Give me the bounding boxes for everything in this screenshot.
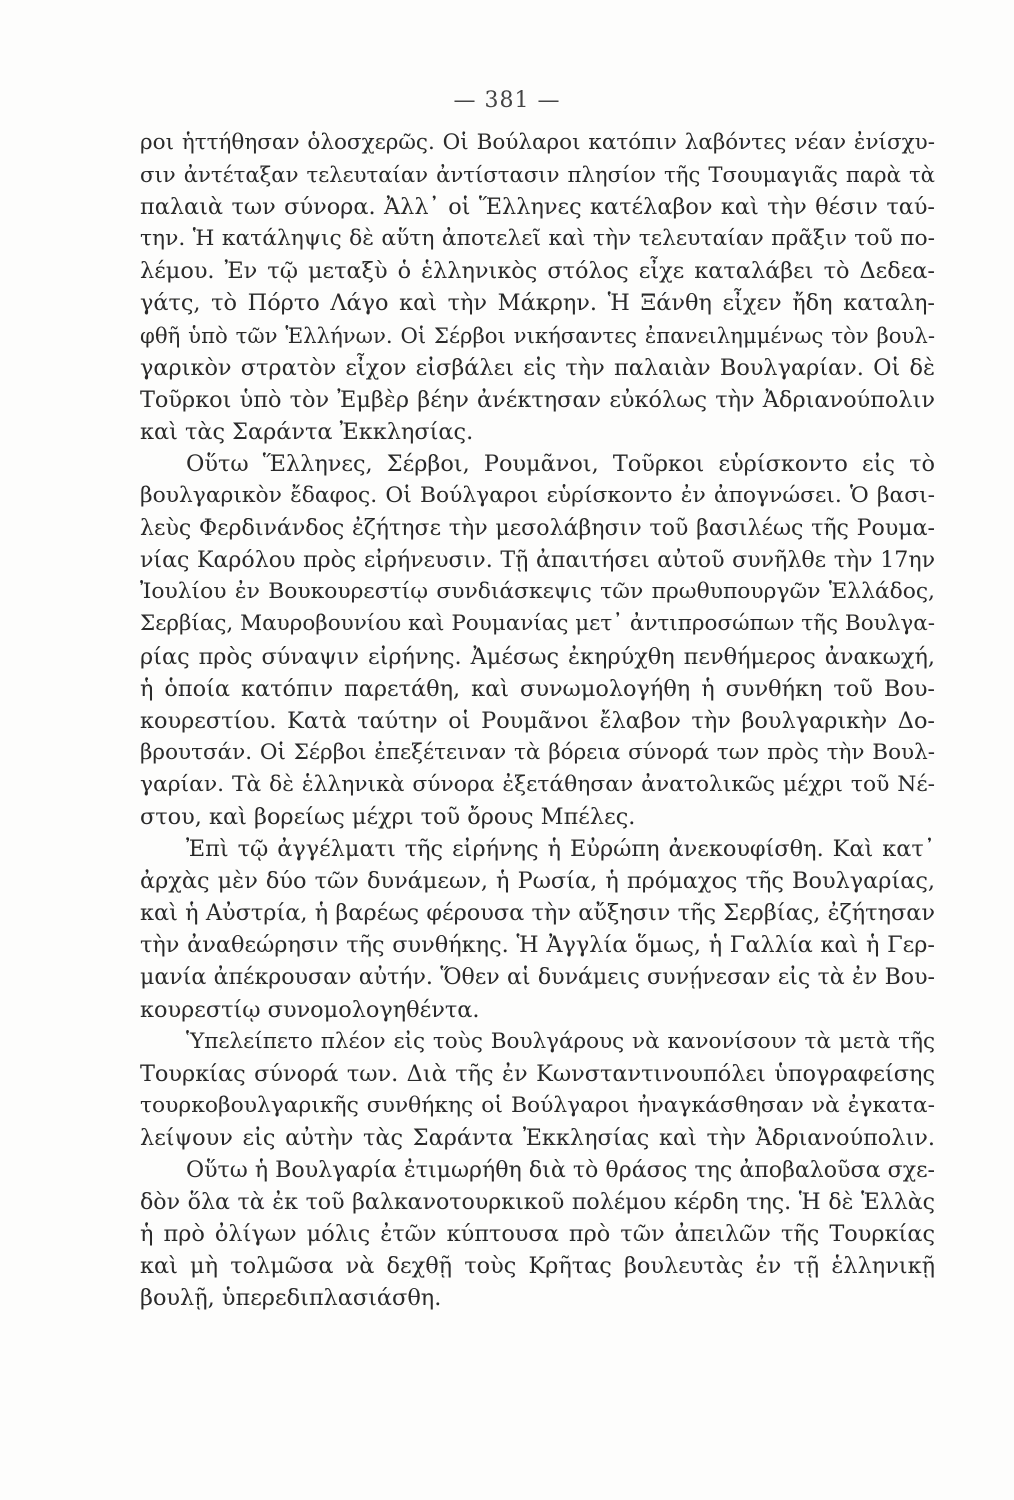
text-line: γαρικὸν στρατὸν εἶχον εἰσβάλει εἰς τὴν παλαιὰν Βουλγαρίαν. Οἱ δὲ — [140, 354, 935, 381]
text-line: στου, καὶ βορείως μέχρι τοῦ ὄρους Μπέλες. — [140, 803, 636, 830]
text-line: λείψουν εἰς αὐτὴν τὰς Σαράντα Ἐκκλησίας καὶ τὴν Ἀδριανούπολιν. — [140, 1124, 935, 1151]
text-line: Σερβίας, Μαυροβουνίου καὶ Ρουμανίας μετ᾽ ἀντιπροσώπων τῆς Βουλγα- — [140, 611, 935, 637]
text-line: καὶ τὰς Σαράντα Ἐκκλησίας. — [140, 418, 474, 445]
text-line: βουλῇ, ὑπερεδιπλασιάσθη. — [140, 1285, 442, 1312]
text-line: γάτς, τὸ Πόρτο Λάγο καὶ τὴν Μάκρην. Ἡ Ξάνθη εἶχεν ἤδη καταλη- — [140, 290, 935, 317]
text-line: δὸν ὅλα τὰ ἐκ τοῦ βαλκανοτουρκικοῦ πολέμου κέρδη της. Ἡ δὲ Ἑλλὰς — [140, 1189, 935, 1216]
page-number: — 381 — — [453, 88, 561, 113]
text-line: κουρεστίῳ συνομολογηθέντα. — [140, 996, 480, 1023]
text-line: Τουρκίας σύνορά των. Διὰ τῆς ἐν Κωνσταντινουπόλει ὑπογραφείσης — [140, 1060, 935, 1087]
text-line: Ἐπὶ τῷ ἀγγέλματι τῆς εἰρήνης ἡ Εὐρώπη ἀνεκουφίσθη. Καὶ κατ᾽ — [186, 836, 935, 863]
text-line: λεὺς Φερδινάνδος ἐζήτησε τὴν μεσολάβησιν τοῦ βασιλέως τῆς Ρουμα- — [140, 515, 935, 542]
text-line: καὶ ἡ Αὐστρία, ἡ βαρέως φέρουσα τὴν αὔξησιν τῆς Σερβίας, ἐζήτησαν — [140, 900, 935, 927]
text-line: βρουτσάν. Οἱ Σέρβοι ἐπεξέτειναν τὰ βόρεια σύνορά των πρὸς τὴν Βουλ- — [140, 739, 935, 765]
text-line: Τοῦρκοι ὑπὸ τὸν Ἐμβὲρ βέην ἀνέκτησαν εὐκόλως τὴν Ἀδριανούπολιν — [140, 386, 935, 413]
text-line: μανία ἀπέκρουσαν αὐτήν. Ὅθεν αἱ δυνάμεις συνῄνεσαν εἰς τὰ ἐν Βου- — [140, 964, 935, 991]
text-line: φθῆ ὑπὸ τῶν Ἑλλήνων. Οἱ Σέρβοι νικήσαντες ἐπανειλημμένως τὸν βουλ- — [140, 322, 935, 348]
text-line: κουρεστίου. Κατὰ ταύτην οἱ Ρουμᾶνοι ἔλαβον τὴν βουλγαρικὴν Δο- — [140, 707, 935, 734]
text-line: λέμου. Ἐν τῷ μεταξὺ ὁ ἑλληνικὸς στόλος εἶχε καταλάβει τὸ Δεδεα- — [140, 258, 935, 285]
text-line: ροι ἡττήθησαν ὁλοσχερῶς. Οἱ Βούλαροι κατόπιν λαβόντες νέαν ἐνίσχυ- — [140, 130, 935, 155]
text-line: ἀρχὰς μὲν δύο τῶν δυνάμεων, ἡ Ρωσία, ἡ πρόμαχος τῆς Βουλγαρίας, — [140, 868, 935, 895]
text-line: βουλγαρικὸν ἔδαφος. Οἱ Βούλγαροι εὑρίσκοντο ἐν ἀπογνώσει. Ὁ βασι- — [140, 483, 935, 509]
text-line: Ὑπελείπετο πλέον εἰς τοὺς Βουλγάρους νὰ κανονίσουν τὰ μετὰ τῆς — [186, 1028, 935, 1054]
text-line: Οὕτω Ἕλληνες, Σέρβοι, Ρουμᾶνοι, Τοῦρκοι εὑρίσκοντο εἰς τὸ — [186, 450, 935, 477]
text-line: τουρκοβουλγαρικῆς συνθήκης οἱ Βούλγαροι ἠναγκάσθησαν νὰ ἐγκατα- — [140, 1092, 935, 1118]
text-line: νίας Καρόλου πρὸς εἰρήνευσιν. Τῇ ἀπαιτήσει αὐτοῦ συνῆλθε τὴν 17ην — [140, 547, 935, 574]
text-line: την. Ἡ κατάληψις δὲ αὕτη ἀποτελεῖ καὶ τὴν τελευταίαν πρᾶξιν τοῦ πο- — [140, 226, 935, 252]
text-line: ρίας πρὸς σύναψιν εἰρήνης. Ἀμέσως ἐκηρύχθη πενθήμερος ἀνακωχή, — [140, 643, 935, 670]
text-line: τὴν ἀναθεώρησιν τῆς συνθήκης. Ἡ Ἀγγλία ὅμως, ἡ Γαλλία καὶ ἡ Γερ- — [140, 932, 935, 959]
text-line: σιν ἀντέταξαν τελευταίαν ἀντίστασιν πλησίον τῆς Τσουμαγιᾶς παρὰ τὰ — [140, 162, 935, 188]
text-line: ἡ ὁποία κατόπιν παρετάθη, καὶ συνωμολογήθη ἡ συνθήκη τοῦ Βου- — [140, 675, 935, 702]
text-line: Ἰουλίου ἐν Βουκουρεστίῳ συνδιάσκεψις τῶν πρωθυπουργῶν Ἑλλάδος, — [140, 579, 935, 605]
text-line: παλαιὰ των σύνορα. Ἀλλ᾽ οἱ Ἕλληνες κατέλαβον καὶ τὴν θέσιν ταύ- — [140, 194, 935, 221]
text-line: Οὕτω ἡ Βουλγαρία ἐτιμωρήθη διὰ τὸ θράσος της ἀποβαλοῦσα σχε- — [186, 1157, 935, 1183]
text-line: γαρίαν. Τὰ δὲ ἑλληνικὰ σύνορα ἐξετάθησαν ἀνατολικῶς μέχρι τοῦ Νέ- — [140, 771, 935, 797]
text-line: ἡ πρὸ ὀλίγων μόλις ἐτῶν κύπτουσα πρὸ τῶν ἀπειλῶν τῆς Τουρκίας — [140, 1221, 935, 1248]
text-line: καὶ μὴ τολμῶσα νὰ δεχθῇ τοὺς Κρῆτας βουλευτὰς ἐν τῇ ἑλληνικῇ — [140, 1253, 935, 1280]
body-text — [140, 127, 935, 1314]
